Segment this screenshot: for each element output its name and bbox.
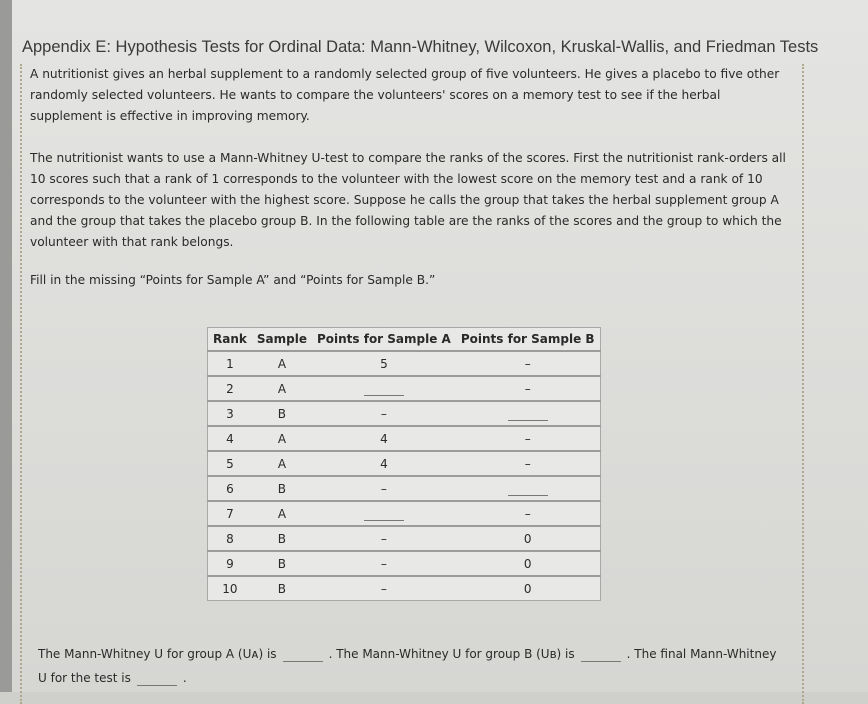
cell-rank: 4 <box>208 426 252 451</box>
table-row <box>208 376 601 401</box>
column-header: Rank <box>213 332 247 346</box>
cell-b: – <box>456 351 600 376</box>
table-row <box>208 451 601 476</box>
ub-label: . The Mann-Whitney U for group B (Uʙ) is <box>328 647 575 661</box>
table-row <box>208 576 601 601</box>
cell-sample: A <box>252 426 312 451</box>
method-paragraph: The nutritionist wants to use a Mann-Whitney U-test to compare the ranks of the scores. First the nutritionist rank-orders all 10 scores such that a rank of 1 corresponds to the volunteer with the lowest score on the memory test and a rank of 10 corresponds to the volunteer with the highest score. Suppose he calls the group that takes the herbal supplement group A and the group that takes the placebo group B. In the following table are the ranks of the scores and the group to which the volunteer with that rank belongs. <box>30 151 786 249</box>
ub-input[interactable] <box>581 647 621 662</box>
cell-sample: B <box>252 401 312 426</box>
cell-a: 4 <box>312 451 456 476</box>
ua-label: The Mann-Whitney U for group A (Uᴀ) is <box>38 647 277 661</box>
cell-rank: 1 <box>208 351 252 376</box>
column-header: Points for Sample A <box>316 332 451 346</box>
cell-sample: B <box>252 551 312 576</box>
cell-a: 5 <box>312 351 456 376</box>
cell-b: 0 <box>456 576 600 601</box>
ranks-table <box>207 327 601 601</box>
cell-a <box>312 501 456 526</box>
table-row <box>208 551 601 576</box>
cell-sample: A <box>252 376 312 401</box>
u-statistic-question <box>38 642 778 690</box>
cell-sample: B <box>252 576 312 601</box>
cell-a: – <box>312 526 456 551</box>
cell-a: – <box>312 576 456 601</box>
cell-b: – <box>456 451 600 476</box>
screen-bezel <box>0 0 12 692</box>
cell-sample: A <box>252 501 312 526</box>
cell-a <box>312 376 456 401</box>
cell-b <box>456 401 600 426</box>
table-row <box>208 426 601 451</box>
table-row <box>208 401 601 426</box>
cell-a: 4 <box>312 426 456 451</box>
intro-paragraph: A nutritionist gives an herbal supplement to a randomly selected group of five volunteers. He gives a placebo to five other randomly selected volunteers. He wants to compare the volunteers' scores on a memory test to see if the herbal supplement is effective in improving memory. <box>30 67 780 123</box>
page-title: Appendix E: Hypothesis Tests for Ordinal Data: Mann-Whitney, Wilcoxon, Kruskal-Wallis, and Friedman Tests <box>22 38 819 56</box>
cell-sample: A <box>252 451 312 476</box>
cell-b <box>456 476 600 501</box>
cell-sample: B <box>252 476 312 501</box>
points-a-input[interactable] <box>364 506 404 521</box>
final-u-input[interactable] <box>137 671 177 686</box>
cell-b: 0 <box>456 551 600 576</box>
cell-b: – <box>456 426 600 451</box>
points-a-input[interactable] <box>364 381 404 396</box>
cell-rank: 6 <box>208 476 252 501</box>
cell-a: – <box>312 551 456 576</box>
table-row <box>208 351 601 376</box>
cell-a: – <box>312 476 456 501</box>
cell-b: – <box>456 501 600 526</box>
instruction-paragraph: Fill in the missing “Points for Sample A” and “Points for Sample B.” <box>30 273 436 287</box>
column-header: Sample <box>256 332 307 346</box>
cell-rank: 2 <box>208 376 252 401</box>
cell-b: 0 <box>456 526 600 551</box>
cell-a: – <box>312 401 456 426</box>
table-row <box>208 501 601 526</box>
cell-rank: 7 <box>208 501 252 526</box>
cell-rank: 8 <box>208 526 252 551</box>
table-row <box>208 526 601 551</box>
cell-rank: 3 <box>208 401 252 426</box>
cell-rank: 10 <box>208 576 252 601</box>
points-b-input[interactable] <box>508 406 548 421</box>
cell-sample: A <box>252 351 312 376</box>
points-b-input[interactable] <box>508 481 548 496</box>
cell-rank: 9 <box>208 551 252 576</box>
period: . <box>182 671 187 685</box>
final-u-label: . The final Mann-Whitney U for the test is <box>38 647 777 685</box>
cell-rank: 5 <box>208 451 252 476</box>
cell-sample: B <box>252 526 312 551</box>
ua-input[interactable] <box>283 647 323 662</box>
table-row <box>208 476 601 501</box>
column-header: Points for Sample B <box>460 332 595 346</box>
cell-b: – <box>456 376 600 401</box>
